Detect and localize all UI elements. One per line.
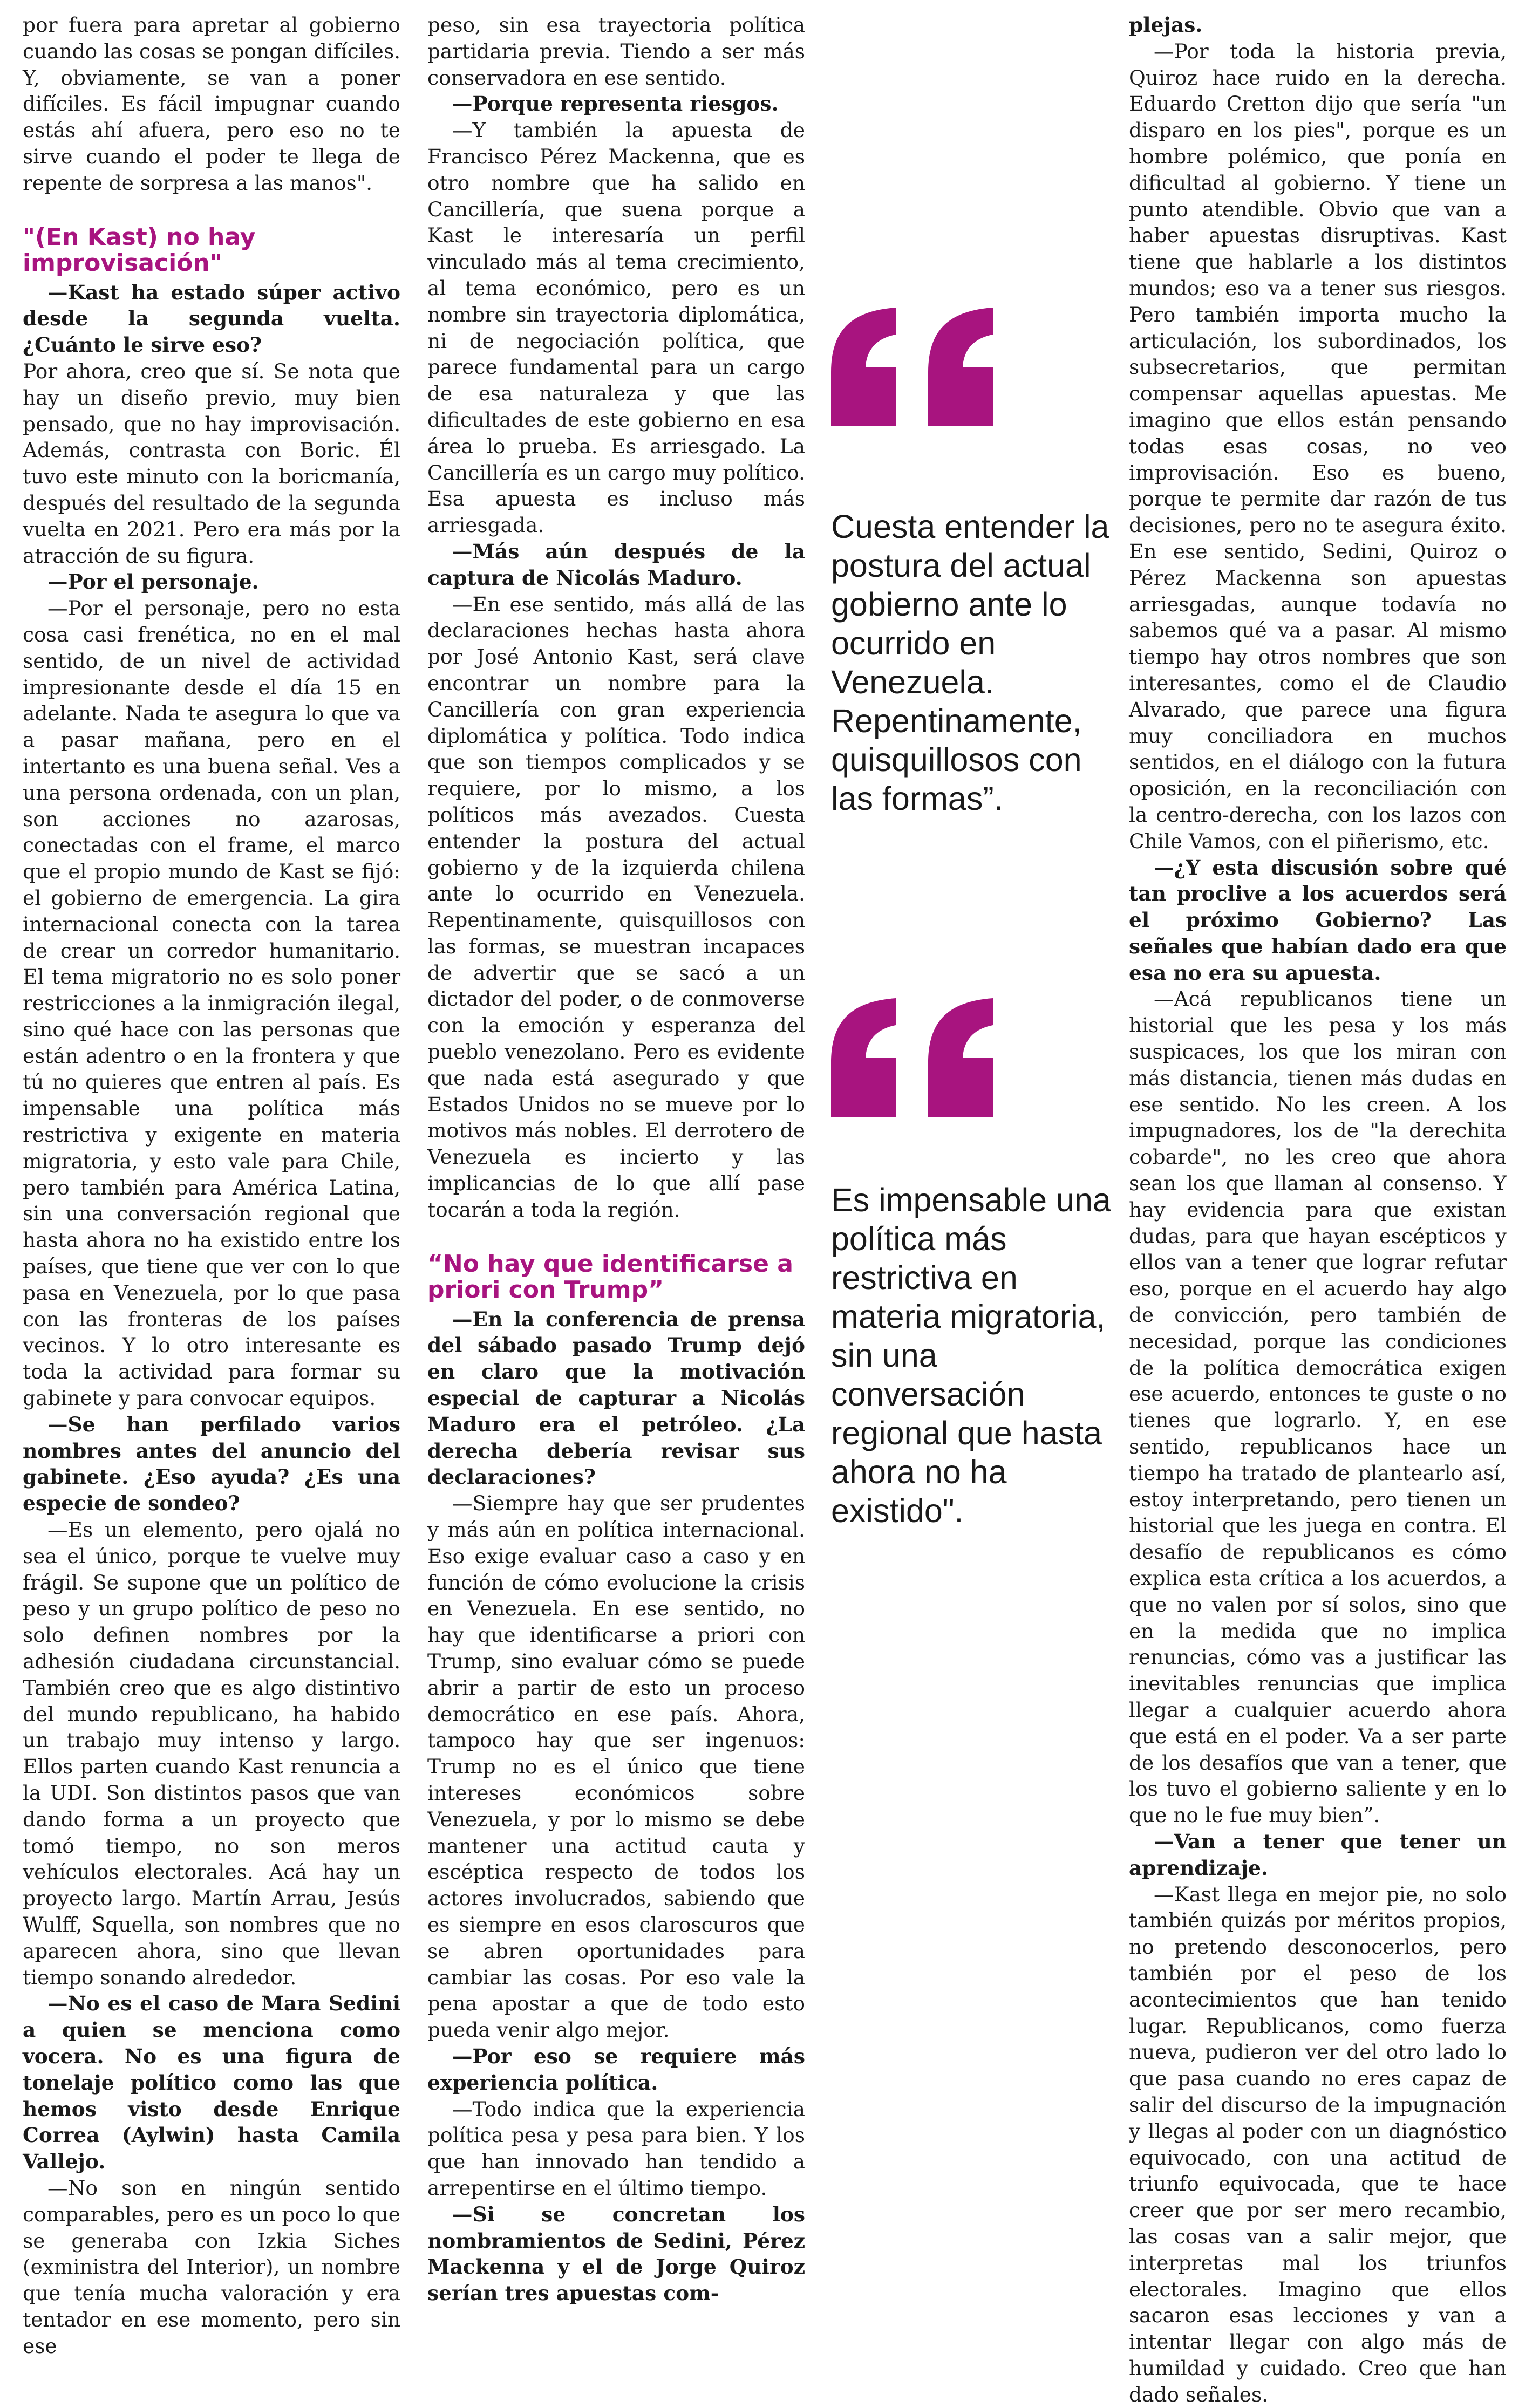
interview-question: —Porque representa riesgos. (452, 92, 779, 116)
interview-question: —¿Y esta discusión sobre qué tan proclive a los acuerdos será el próximo Gobierno? Las señales que habían dado era que esa no era su apuesta. (1129, 855, 1507, 985)
paragraph: plejas. (1129, 13, 1203, 37)
subheading: “No hay que identificarse a priori con Trump” (427, 1250, 793, 1304)
interview-answer: —Siempre hay que ser prudentes y más aún en política internacional. Eso exige evaluar caso a caso y en función de cómo evolucione la crisis en Venezuela. En ese sentido, no hay que identificarse a priori con Trump, sino evaluar cómo se puede abrir a partir de esto un proceso democrático en ese país. Ahora, tampoco hay que ser ingenuos: Trump no es el único que tiene intereses económicos sobre Venezuela, y por lo mismo se debe mantener una actitud cauta y escéptica respecto de todos los actores involucrados, sabiendo que es siempre en esos claroscuros que se abren oportunidades para cambiar las cosas. Por eso vale la pena apostar a que de todo esto pueda venir algo mejor. (427, 1491, 805, 2042)
interview-answer: —Por el personaje, pero no esta cosa casi frenética, no en el mal sentido, de un nivel de actividad impresionante desde el día 15 en adelante. Nada te asegura lo que va a pasar mañana, pero en el intertanto es una buena señal. Ves a una persona ordenada, con un plan, son acciones no azarosas, conectadas con el frame, el marco que el propio mundo de Kast se fijó: el gobierno de emergencia. La gira internacional conecta con la tarea de crear un corredor humanitario. El tema migratorio no es solo poner restricciones a la inmigración ilegal, sino qué hace con las personas que están adentro o en la frontera y que tú no quieres que entren al país. Es impensable una política más restrictiva y exigente en materia migratoria, y esto vale para Chile, pero también para América Latina, sin una conversación regional que hasta ahora no ha existido entre los países, que tiene que ver con lo que pasa en Venezuela, por lo que pasa con las fronteras de los países vecinos. Y lo otro interesante es toda la actividad para formar su gabinete y para convocar equipos. (23, 596, 400, 1410)
article-column-3 (1129, 12, 1507, 2408)
interview-question: —Kast ha estado súper activo desde la segunda vuelta. ¿Cuánto le sirve eso? (23, 280, 400, 357)
interview-answer: —En ese sentido, más allá de las declaraciones hechas hasta ahora por José Antonio Kast, será clave encontrar un nombre para la Cancillería con gran experiencia diplomática y política. Todo indica que son tiempos complicados y se requiere, por lo mismo, a los políticos más avezados. Cuesta entender la postura del actual gobierno y de la izquierda chilena ante lo ocurrido en Venezuela. Repentinamente, quisquillosos con las formas, se muestran incapaces de advertir que se sacó a un dictador del poder, o de conmoverse con la emoción y esperanza del pueblo venezolano. Pero es evidente que nada está asegurado y que Estados Unidos no se mueve por lo motivos más nobles. El derrotero de Venezuela es incierto y las implicancias de lo que allí pase tocarán a toda la región. (427, 592, 805, 1222)
article-column-2 (427, 12, 805, 2307)
interview-answer: —Acá republicanos tiene un historial que les pesa y los más suspicaces, los que los miran con más distancia, tienen más dudas en ese sentido. No les creen. A los impugnadores, los de "la derechita cobarde", no les creo que ahora sean los que llaman al consenso. Y hay evidencia para que existan dudas, para que hayan escépticos y ellos van a tener que lograr refutar eso, porque en el acuerdo hay algo de convicción, pero también de necesidad, porque las condiciones de la política democrática exigen ese acuerdo, entonces te guste o no tienes que lograrlo. Y, en ese sentido, republicanos hace un tiempo ha tratado de plantearlo así, estoy interpretando, pero tienen un historial que les juega en contra. El desafío de republicanos es cómo explica esta crítica a los acuerdos, a que no valen por sí solos, sino que en la medida que no implica renuncias, cómo vas a justificar las inevitables renuncias que implica llegar a cualquier acuerdo ahora que está en el poder. Va a ser parte de los desafíos que van a tener, que los tuvo el gobierno saliente y en lo que no le fue muy bien”. (1129, 987, 1507, 1827)
interview-question: —Se han perfilado varios nombres antes del anuncio del gabinete. ¿Eso ayuda? ¿Es una especie de sondeo? (23, 1412, 400, 1516)
pull-quote-2: Es impensable una política más restrictiva en materia migratoria, sin una conversación regional que hasta ahora no ha existido". (831, 1182, 1111, 1529)
interview-answer: —Todo indica que la experiencia política pesa y pesa para bien. Y los que han innovado han tendido a arrepentirse en el último tiempo. (427, 2097, 805, 2200)
interview-question: —No es el caso de Mara Sedini a quien se menciona como vocera. No es una figura de tonelaje político como las que hemos visto desde Enrique Correa (Aylwin) hasta Camila Vallejo. (23, 1991, 400, 2174)
interview-question: —Por el personaje. (47, 570, 259, 594)
interview-answer: —Y también la apuesta de Francisco Pérez Mackenna, que es otro nombre que ha salido en Cancillería, que suena porque a Kast le interesaría un perfil vinculado más al tema crecimiento, al tema económico, pero es un nombre sin trayectoria diplomática, ni de negociación política, que parece fundamental para un cargo de esa naturaleza y que las dificultades de este gobierno en esa área lo prueba. Es arriesgado. La Cancillería es un cargo muy político. Esa apuesta es incluso más arriesgada. (427, 118, 805, 537)
interview-question: —Por eso se requiere más experiencia política. (427, 2044, 805, 2095)
interview-question: —Si se concretan los nombramientos de Sedini, Pérez Mackenna y el de Jorge Quiroz serían tres apuestas com- (427, 2202, 805, 2305)
paragraph: peso, sin esa trayectoria política partidaria previa. Tiendo a ser más conservadora en ese sentido. (427, 13, 805, 90)
interview-answer: Por ahora, creo que sí. Se nota que hay un diseño previo, muy bien pensado, que no hay improvisación. Además, contrasta con Boric. Él tuvo este minuto con la boricmanía, después del resultado de la segunda vuelta en 2021. Pero era más por la atracción de su figura. (23, 359, 400, 568)
interview-question: —Van a tener que tener un aprendizaje. (1129, 1829, 1507, 1880)
subheading: "(En Kast) no hay improvisación" (23, 223, 256, 277)
interview-answer: —Por toda la historia previa, Quiroz hace ruido en la derecha. Eduardo Cretton dijo que sería "un disparo en los pies", porque es un hombre polémico, que ponía en dificultad al gobierno. Y tiene un punto atendible. Obvio que van a haber apuestas disruptivas. Kast tiene que hablarle a los distintos mundos; eso va a tener sus riesgos. Pero también importa mucho la articulación, los subordinados, los subsecretarios, que permitan compensar aquellas apuestas. Me imagino que ellos están pensando todas esas cosas, no veo improvisación. Eso es bueno, porque te permite dar razón de tus decisiones, pero no te asegura éxito. En ese sentido, Sedini, Quiroz o Pérez Mackenna son apuestas arriesgadas, aunque todavía no sabemos qué va a pasar. Al mismo tiempo hay otros nombres que son interesantes, como el de Claudio Alvarado, que parece una figura muy conciliadora en muchos sentidos, en el diálogo con la futura oposición, en la reconciliación con la centro-derecha, con los lazos con Chile Vamos, con el piñerismo, etc. (1129, 39, 1507, 853)
quote-mark-icon (831, 308, 1009, 426)
interview-answer: —Es un elemento, pero ojalá no sea el único, porque te vuelve muy frágil. Se supone que un político de peso y un grupo político de peso no solo definen nombres por la adhesión ciudadana circunstancial. También creo que es algo distintivo del mundo republicano, ha habido un trabajo muy intenso y largo. Ellos parten cuando Kast renuncia a la UDI. Son distintos pasos que van dando forma a un proyecto que tomó tiempo, no son meros vehículos electorales. Acá hay un proyecto largo. Martín Arrau, Jesús Wulff, Squella, son nombres que no aparecen ahora, sino que llevan tiempo sonando alrededor. (23, 1518, 400, 1989)
article-column-1 (23, 12, 400, 2359)
paragraph: por fuera para apretar al gobierno cuando las cosas se pongan difíciles. Y, obviamente, se van a poner difíciles. Es fácil impugnar cuando estás ahí afuera, pero eso no te sirve cuando el poder te llega de repente de sorpresa a las manos". (23, 13, 400, 195)
interview-answer: —Kast llega en mejor pie, no solo también quizás por méritos propios, no pretendo desconocerlos, pero también por el peso de los acontecimientos que han tenido lugar. Republicanos, como fuerza nueva, pudieron ver del otro lado lo que pasa cuando no eres capaz de salir del discurso de la impugnación y llegas al poder con un diagnóstico equivocado, con una actitud de triunfo equivocada, que te hace creer que por ser mero recambio, las cosas van a salir mejor, que interpretas mal los triunfos electorales. Imagino que ellos sacaron esas lecciones y van a intentar llegar con algo más de humildad y cuidado. Creo que han dado señales. (1129, 1882, 1507, 2406)
interview-question: —En la conferencia de prensa del sábado pasado Trump dejó en claro que la motivación especial de capturar a Nicolás Maduro era el petróleo. ¿La derecha debería revisar sus declaraciones? (427, 1307, 805, 1489)
quote-mark-icon (831, 998, 1009, 1117)
interview-question: —Más aún después de la captura de Nicolás Maduro. (427, 539, 805, 590)
interview-answer: —No son en ningún sentido comparables, pero es un poco lo que se generaba con Izkia Siches (exministra del Interior), un nombre que tenía mucha valoración y era tentador en ese momento, pero sin ese (23, 2175, 400, 2358)
pull-quote-1: Cuesta entender la postura del actual gobierno ante lo ocurrido en Venezuela. Repentinamente, quisquillosos con las formas”. (831, 508, 1109, 817)
